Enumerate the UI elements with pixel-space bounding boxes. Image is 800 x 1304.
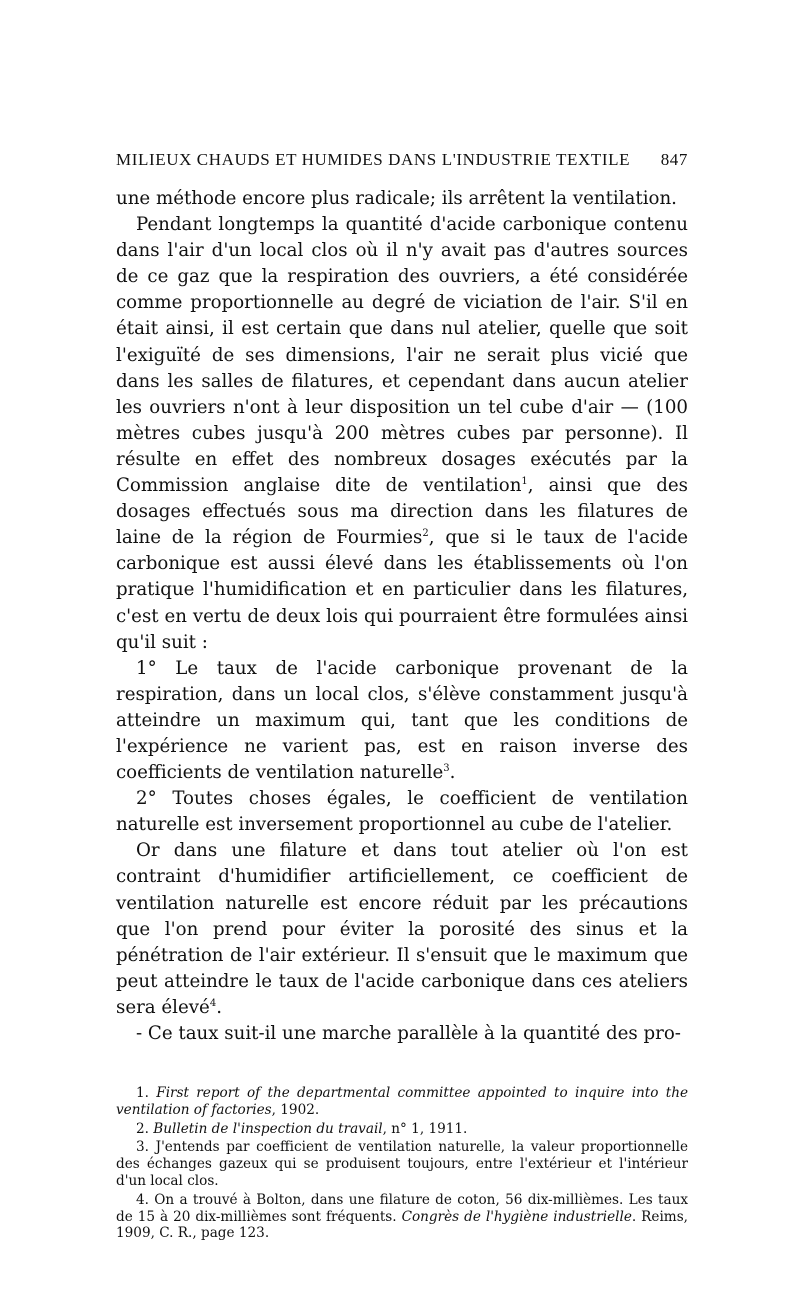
footnote-2-number: 2. — [136, 1120, 154, 1137]
body-text — [116, 186, 688, 1047]
footnote-1 — [116, 1085, 688, 1119]
footnote-ref-2[interactable]: 2 — [422, 528, 429, 540]
footnote-2-rest: , n° 1, 1911. — [382, 1120, 468, 1137]
paragraph-2-part-b: , ainsi que des dosages effectués sous ma direction dans les filatures de laine de la région de Fourmies — [116, 475, 689, 549]
paragraph-1: une méthode encore plus radicale; ils arrêtent la ventilation. — [116, 188, 677, 209]
footnote-4-title: Congrès de l'hygiène industrielle — [401, 1208, 632, 1225]
footnote-4-part-b: . Reims, 1909, C. R., page 123. — [116, 1208, 688, 1242]
footnote-1-rest: , 1902. — [271, 1101, 320, 1118]
book-page — [116, 150, 688, 1242]
paragraph-2 — [116, 212, 688, 656]
footnote-4 — [116, 1192, 688, 1242]
paragraph-3 — [116, 656, 688, 786]
running-head — [116, 150, 688, 170]
footnote-3: 3. J'entends par coefficient de ventilation naturelle, la valeur proportionnelle des échanges gazeux qui se produisent toujours, entre l'extérieur et l'intérieur d'un local clos. — [116, 1139, 688, 1190]
paragraph-5 — [116, 838, 688, 1021]
footnote-4-part-a: 4. On a trouvé à Bolton, dans une filature de coton, 56 dix-millièmes. Les taux de 15 à 20 dix-millièmes sont fréquents. — [116, 1191, 688, 1225]
paragraph-4: 2° Toutes choses égales, le coefficient de ventilation naturelle est inversement proportionnel au cube de l'atelier. — [116, 788, 688, 836]
paragraph-5-part-a: Or dans une filature et dans tout atelier où l'on est contraint d'humidifier artificiellement, ce coefficient de ventilation naturelle est encore réduit par les précautions que l'on prend pour éviter la porosité des sinus et la pénétration de l'air extérieur. Il s'ensuit que le maximum que peut atteindre le taux de l'acide carbonique dans ces ateliers sera élevé — [116, 840, 688, 1018]
footnote-ref-4[interactable]: 4 — [209, 997, 217, 1009]
paragraph-5-part-b: . — [216, 996, 222, 1018]
page-number: 847 — [660, 150, 688, 169]
paragraph-3-part-a: 1° Le taux de l'acide carbonique provenant de la respiration, dans un local clos, s'élève constamment jusqu'à atteindre un maximum qui, tant que les conditions de l'expérience ne varient pas, est en raison inverse des coefficients de ventilation naturelle — [116, 657, 688, 784]
paragraph-6: - Ce taux suit-il une marche parallèle à la quantité des pro- — [136, 1023, 681, 1044]
footnote-1-number: 1. — [136, 1085, 157, 1102]
running-title: MILIEUX CHAUDS ET HUMIDES DANS L'INDUSTRIE TEXTILE — [116, 150, 631, 169]
footnote-2 — [116, 1121, 688, 1138]
footnotes — [116, 1085, 688, 1242]
paragraph-2-part-c: , que si le taux de l'acide carbonique est aussi élevé dans les établissements où l'on pratique l'humidification et en particulier dans les filatures, c'est en vertu de deux lois qui pourraient être formulées ainsi qu'il suit : — [116, 527, 688, 653]
footnote-1-title: First report of the departmental committee appointed to inquire into the ventilation of factories — [116, 1085, 689, 1118]
footnote-ref-1[interactable]: 1 — [521, 475, 528, 487]
footnote-ref-3[interactable]: 3 — [443, 763, 450, 774]
paragraph-2-part-a: Pendant longtemps la quantité d'acide carbonique contenu dans l'air d'un local clos où il n'y avait pas d'autres sources de ce gaz que la respiration des ouvriers, a été considérée comme proportionnelle au degré de viciation de l'air. S'il en était ainsi, il est certain que dans nul atelier, quelle que soit l'exiguïté de ses dimensions, l'air ne serait plus vicié que dans les salles de filatures, et cependant dans aucun atelier les ouvriers n'ont à leur disposition un tel cube d'air — (100 mètres cubes jusqu'à 200 mètres cubes par personne). Il résulte en effet des nombreux dosages exécutés par la Commission anglaise dite de ventilation — [116, 214, 688, 497]
paragraph-3-part-b: . — [449, 762, 456, 784]
footnote-2-title: Bulletin de l'inspection du travail — [153, 1120, 383, 1137]
